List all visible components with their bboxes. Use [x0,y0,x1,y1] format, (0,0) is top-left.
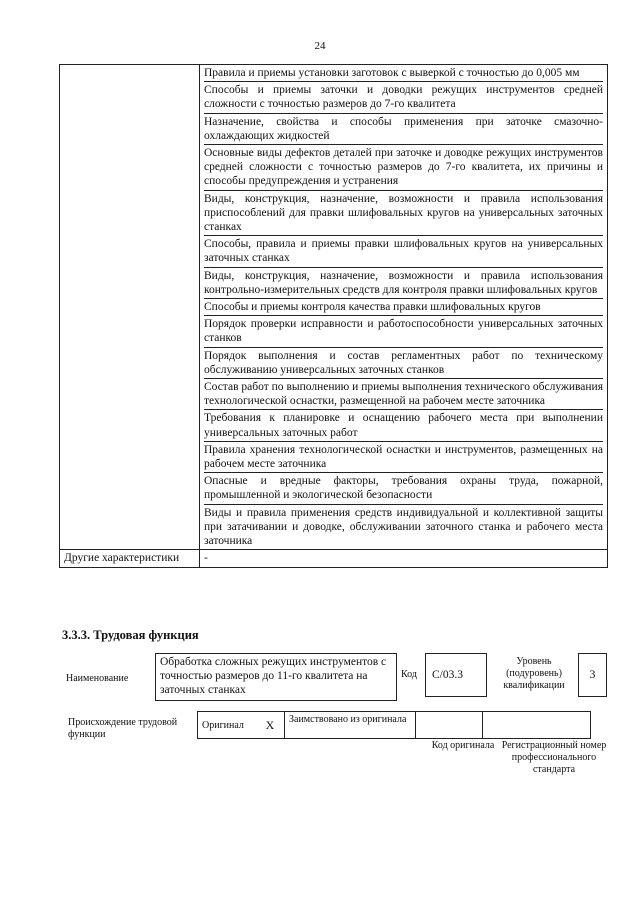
knowledge-items-cell [200,65,608,550]
function-name-box: Обработка сложных режущих инструментов с точностью размеров до 11-го квалитета на заточных станках [155,653,397,701]
original-mark: X [256,712,285,739]
knowledge-item: Правила хранения технологической оснастки и инструментов, размещенных на рабочем месте заточника [204,442,603,473]
caption-registration-number: Регистрационный номер профессионального стандарта [501,740,607,775]
code-value-box: C/03.3 [425,653,487,697]
page-number: 24 [314,40,326,52]
origin-label: Происхождение трудовой функции [68,717,178,740]
knowledge-item: Виды, конструкция, назначение, возможности и правила использования приспособлений для правки шлифовальных кругов на универсальных заточных станках [204,191,603,237]
level-value-box: 3 [578,653,607,697]
knowledge-table [59,64,608,568]
knowledge-item: Правила и приемы установки заготовок с выверкой с точностью до 0,005 мм [204,65,603,82]
code-label: Код [401,669,417,680]
knowledge-item: Опасные и вредные факторы, требования охраны труда, пожарной, промышленной и экологической безопасности [204,473,603,504]
knowledge-item: Способы, правила и приемы правки шлифовальных кругов на универсальных заточных станках [204,236,603,267]
knowledge-item: Порядок проверки исправности и работоспособности универсальных заточных станков [204,316,603,347]
level-label: Уровень (подуровень) квалификации [503,656,565,691]
caption-original-code: Код оригинала [431,740,495,751]
knowledge-item: Назначение, свойства и способы применения при заточке смазочно-охлаждающих жидкостей [204,114,603,145]
knowledge-item: Виды, конструкция, назначение, возможности и правила использования контрольно-измерительных средств для контроля правки шлифовальных кругов [204,268,603,299]
knowledge-item: Способы и приемы контроля качества правки шлифовальных кругов [204,299,603,316]
borrowed-label: Заимствовано из оригинала [285,712,416,739]
knowledge-item: Основные виды дефектов деталей при заточке и доводке режущих инструментов средней сложности с точностью размеров до 7-го квалитета, их причины и способы предупреждения и устранения [204,145,603,191]
original-label: Оригинал [198,712,257,739]
knowledge-item: Состав работ по выполнению и приемы выполнения технического обслуживания технологической оснастки, размещенной на рабочем месте заточника [204,379,603,410]
name-label: Наименование [66,673,129,684]
knowledge-item: Порядок выполнения и состав регламентных работ по техническому обслуживанию универсальных заточных станков [204,348,603,379]
knowledge-item: Способы и приемы заточки и доводки режущих инструментов средней сложности с точностью размеров до 7-го квалитета [204,82,603,113]
other-characteristics-value: - [200,550,608,567]
knowledge-label-cell [60,65,200,550]
origin-table [197,711,591,739]
knowledge-item: Требования к планировке и оснащению рабочего места при выполнении универсальных заточных работ [204,410,603,441]
original-code-cell [416,712,483,739]
other-characteristics-label: Другие характеристики [60,550,200,567]
section-title: 3.3.3. Трудовая функция [62,628,199,642]
knowledge-item: Виды и правила применения средств индивидуальной и коллективной защиты при затачивании и доводке, обслуживании заточного станка и рабочего места заточника [204,506,603,548]
registration-number-cell [483,712,591,739]
